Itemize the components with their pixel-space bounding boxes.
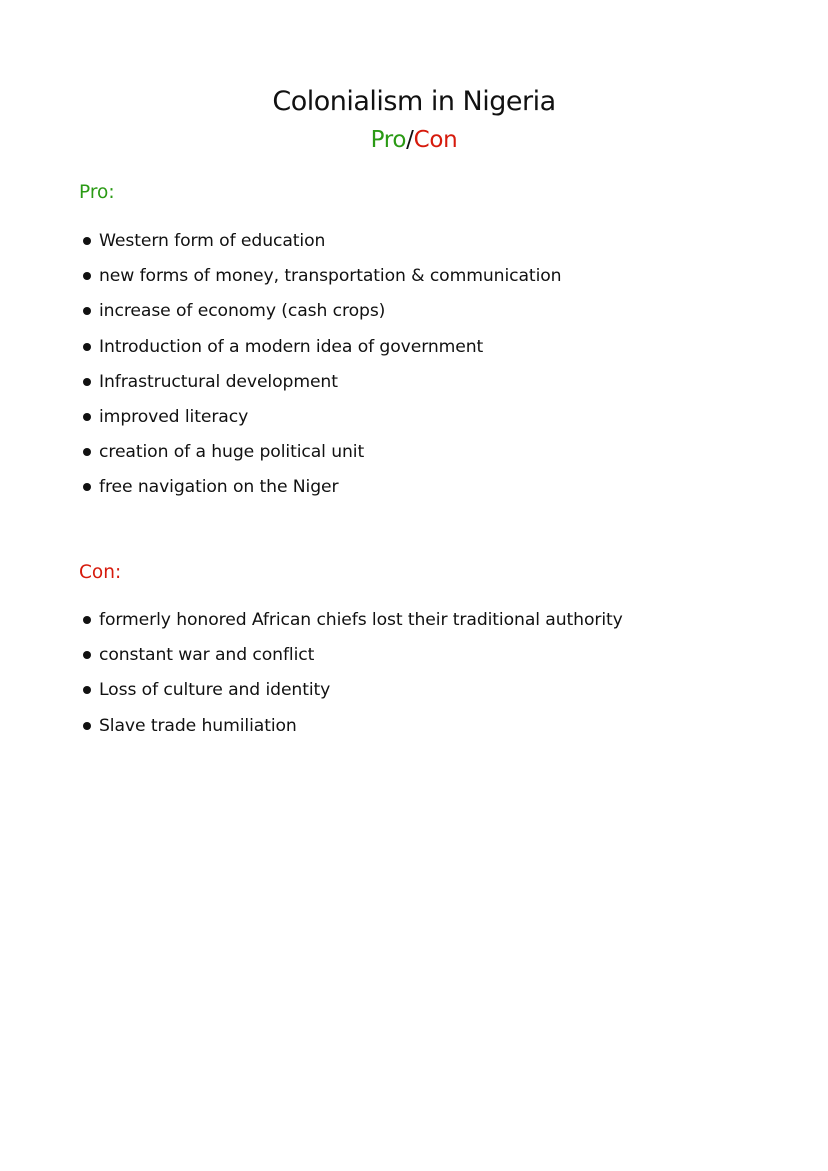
list-item-text: constant war and conflict: [99, 645, 315, 666]
list-item-text: Introduction of a modern idea of government: [99, 336, 484, 357]
bullet-dot-icon: [83, 448, 91, 456]
page-title: Colonialism in Nigeria: [272, 86, 556, 117]
bullet-dot-icon: [83, 686, 91, 694]
bullet-dot-icon: [83, 272, 91, 280]
bullet-dot-icon: [83, 237, 91, 245]
list-item: [83, 642, 623, 677]
bullet-dot-icon: [83, 378, 91, 386]
bullet-dot-icon: [83, 722, 91, 730]
bullet-dot-icon: [83, 483, 91, 491]
list-item: [83, 439, 561, 474]
bullet-dot-icon: [83, 343, 91, 351]
bullet-dot-icon: [83, 413, 91, 421]
list-item: [83, 228, 561, 263]
bullet-dot-icon: [83, 616, 91, 624]
list-item: [83, 474, 561, 509]
list-item-text: improved literacy: [99, 406, 249, 427]
list-item: [83, 677, 623, 712]
pro-heading: Pro:: [79, 182, 115, 203]
list-item-text: Western form of education: [99, 231, 326, 251]
subtitle-pro: Pro: [370, 127, 407, 153]
con-list: [83, 607, 623, 748]
subtitle-con: Con: [413, 127, 458, 153]
list-item-text: Loss of culture and identity: [99, 680, 331, 701]
subtitle-slash: /: [406, 127, 414, 153]
page-subtitle: [0, 124, 828, 156]
list-item: [83, 713, 623, 748]
bullet-dot-icon: [83, 651, 91, 659]
con-heading: Con:: [79, 562, 122, 583]
list-item-text: formerly honored African chiefs lost their traditional authority: [99, 610, 623, 630]
pro-list: [83, 228, 561, 510]
list-item: [83, 298, 561, 333]
list-item: [83, 334, 561, 369]
list-item: [83, 607, 623, 642]
list-item: [83, 263, 561, 298]
list-item-text: increase of economy (cash crops): [99, 301, 386, 322]
list-item: [83, 369, 561, 404]
list-item-text: free navigation on the Niger: [99, 477, 339, 498]
list-item: [83, 404, 561, 439]
list-item-text: creation of a huge political unit: [99, 442, 365, 463]
bullet-dot-icon: [83, 307, 91, 315]
list-item-text: Slave trade humiliation: [99, 715, 297, 736]
list-item-text: Infrastructural development: [99, 371, 338, 392]
list-item-text: new forms of money, transportation & communication: [99, 266, 562, 287]
